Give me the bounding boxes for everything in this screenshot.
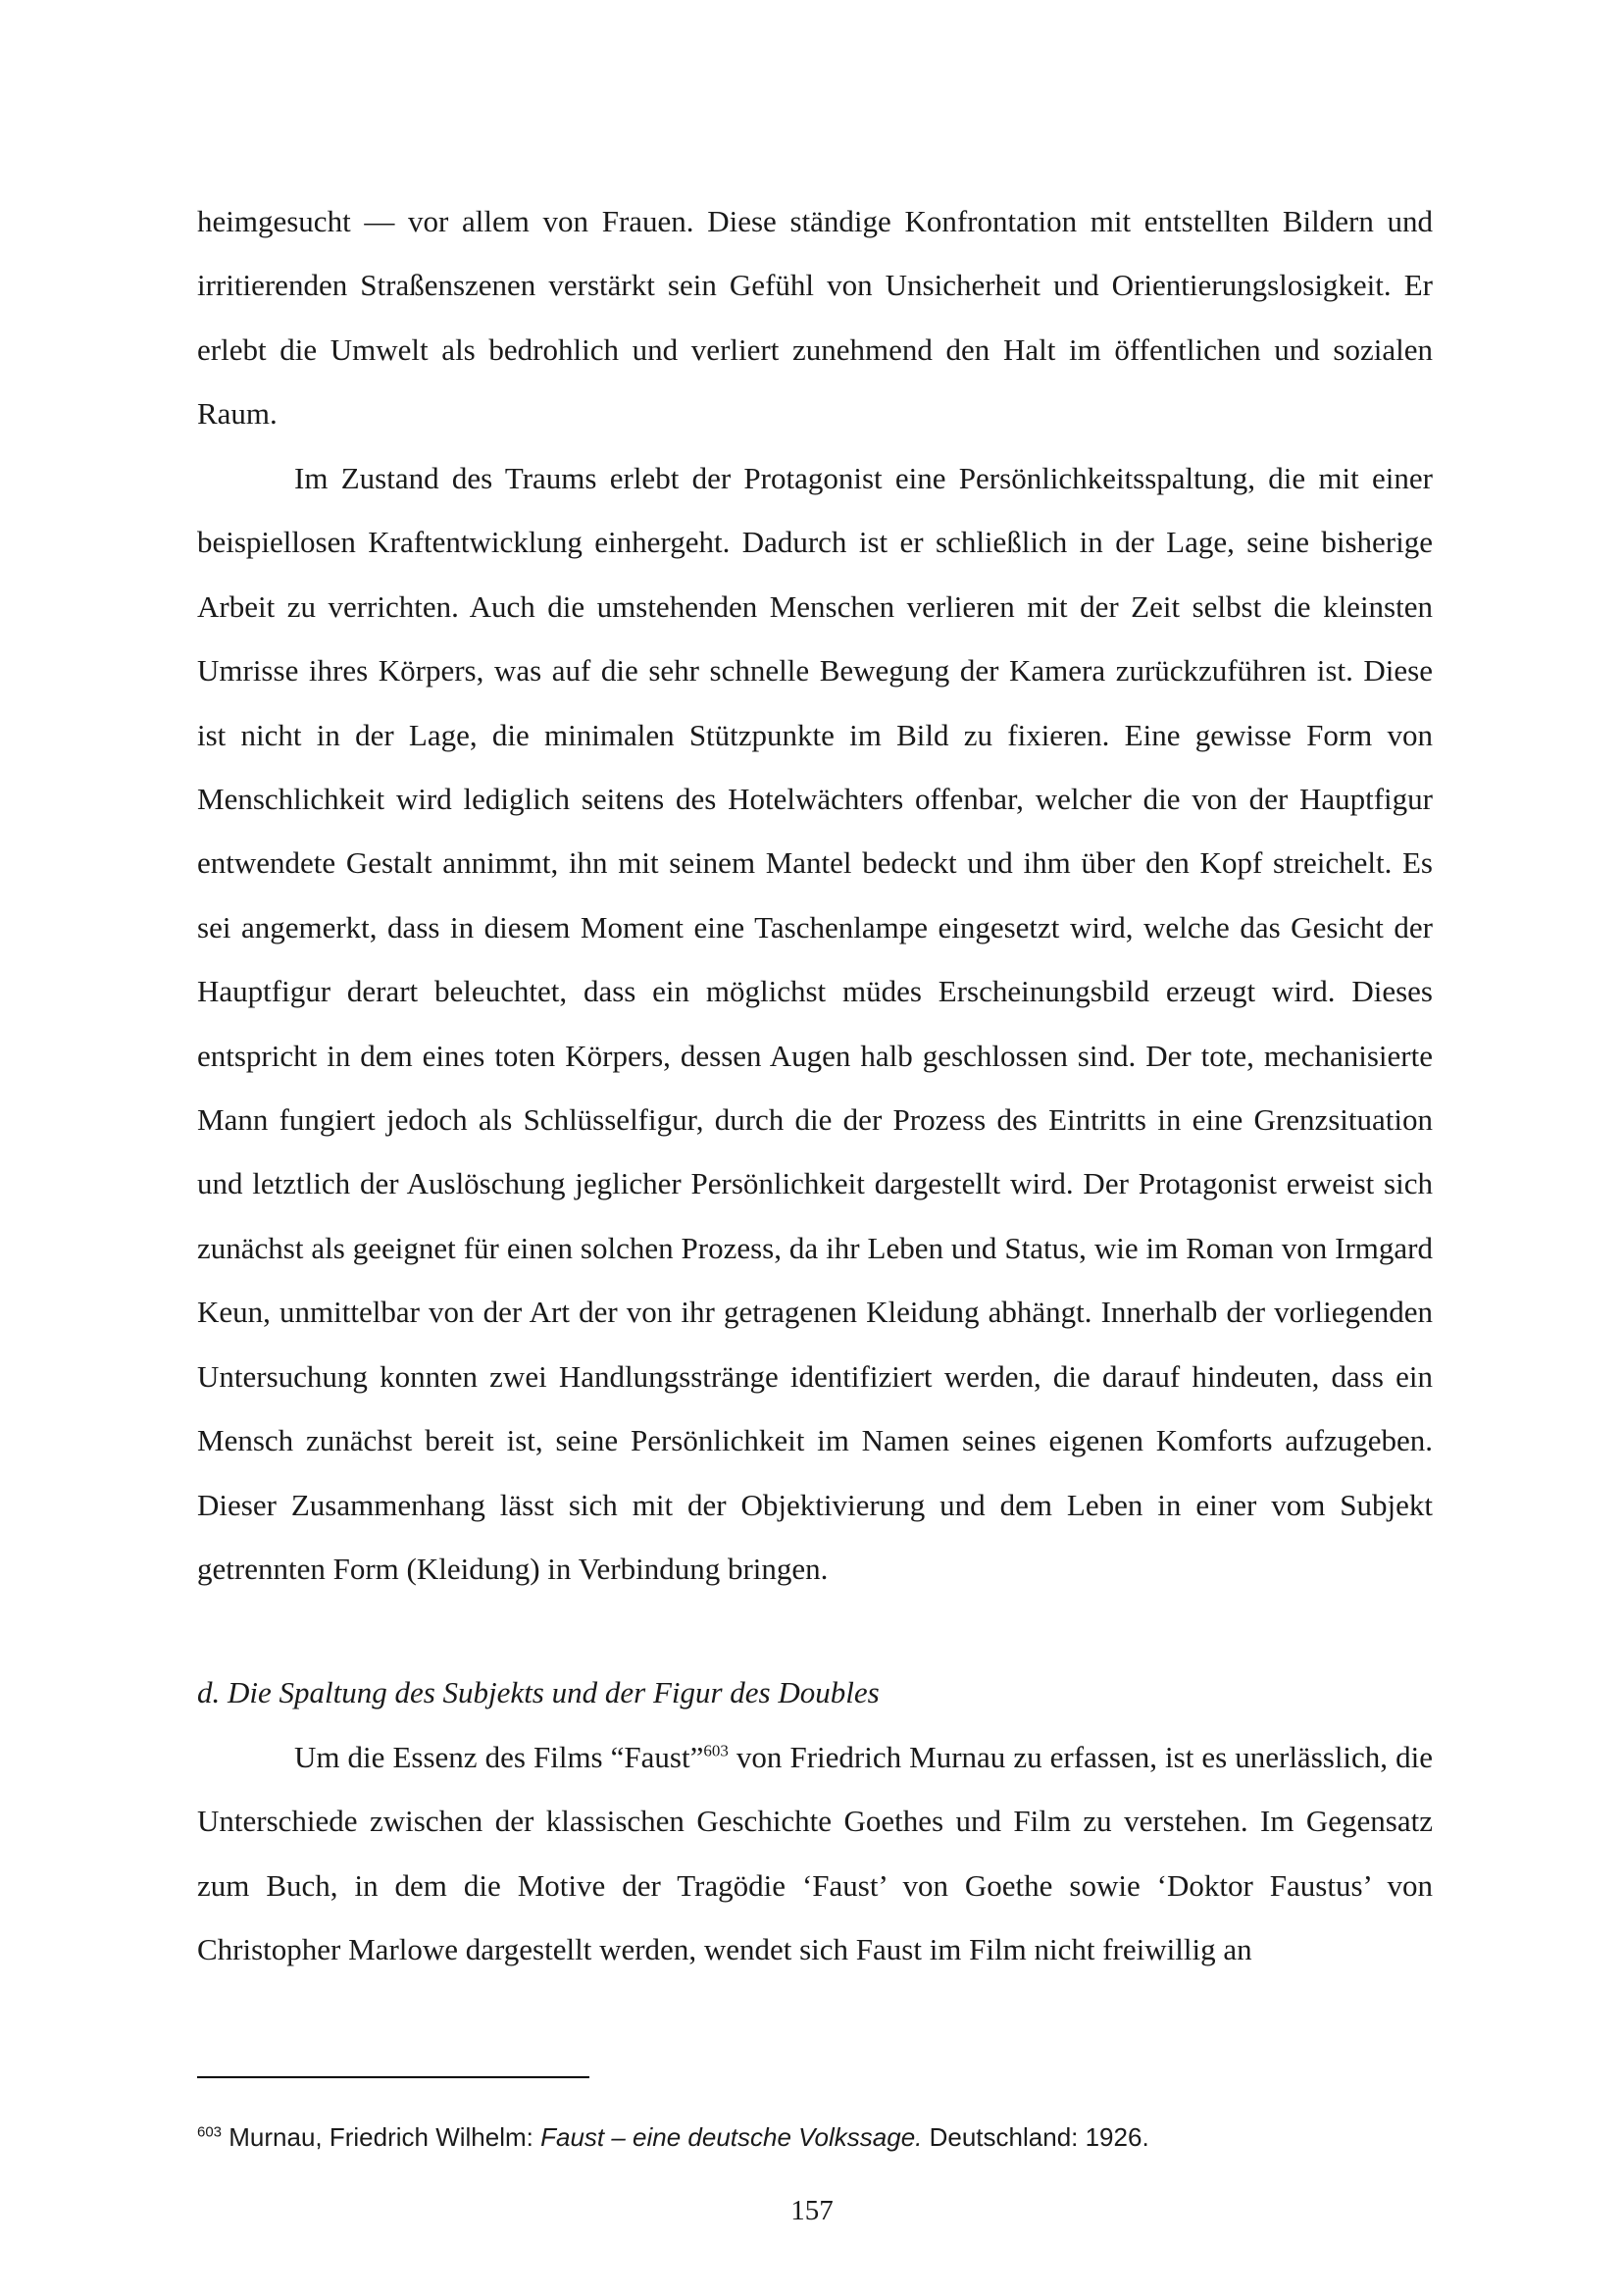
paragraph-2: Im Zustand des Traums erlebt der Protagonist eine Persönlichkeitsspaltung, die mit einer beispiellosen Kraftentwicklung einhergeht. Dadurch ist er schließlich in der Lage, seine bisherige Arbeit zu verrichten. Auch die umstehenden Menschen verlieren mit der Zeit selbst die kleinsten Umrisse ihres Körpers, was auf die sehr schnelle Bewegung der Kamera zurückzuführen ist. Diese ist nicht in der Lage, die minimalen Stützpunkte im Bild zu fixieren. Eine gewisse Form von Menschlichkeit wird lediglich seitens des Hotelwächters offenbar, welcher die von der Hauptfigur entwendete Gestalt annimmt, ihn mit seinem Mantel bedeckt und ihm über den Kopf streichelt. Es sei angemerkt, dass in diesem Moment eine Taschenlampe eingesetzt wird, welche das Gesicht der Hauptfigur derart beleuchtet, dass ein möglichst müdes Erscheinungsbild erzeugt wird. Dieses entspricht in dem eines toten Körpers, dessen Augen halb geschlossen sind. Der tote, mechanisierte Mann fungiert jedoch als Schlüsselfigur, durch die der Prozess des Eintritts in eine Grenzsituation und letztlich der Auslöschung jeglicher Persönlichkeit dargestellt wird. Der Protagonist erweist sich zunächst als geeignet für einen solchen Prozess, da ihr Leben und Status, wie im Roman von Irmgard Keun, unmittelbar von der Art der von ihr getragenen Kleidung abhängt. Innerhalb der vorliegenden Untersuchung konnten zwei Handlungsstränge identifiziert werden, die darauf hindeuten, dass ein Mensch zunächst bereit ist, seine Persönlichkeit im Namen seines eigenen Komforts aufzugeben. Dieser Zusammenhang lässt sich mit der Objektivierung und dem Leben in einer vom Subjekt getrennten Form (Kleidung) in Verbindung bringen. xyxy=(197,461,1433,1586)
paragraph-3-text-before-ref: Um die Essenz des Films “Faust” xyxy=(294,1740,704,1774)
footnote xyxy=(197,2121,1433,2153)
footnote-number: 603 xyxy=(197,2123,223,2141)
footnote-reference[interactable]: 603 xyxy=(703,1741,729,1760)
paragraph-3 xyxy=(197,1725,1433,1982)
page-number: 157 xyxy=(790,2195,834,2226)
section-heading: d. Die Spaltung des Subjekts und der Figur des Doubles xyxy=(197,1675,880,1709)
footnote-separator xyxy=(197,2076,589,2078)
paragraph-1: heimgesucht — vor allem von Frauen. Diese ständige Konfrontation mit entstellten Bildern und irritierenden Straßenszenen verstärkt sein Gefühl von Unsicherheit und Orientierungslosigkeit. Er erlebt die Umwelt als bedrohlich und verliert zunehmend den Halt im öffentlichen und sozialen Raum. xyxy=(197,204,1433,432)
footnote-rest: Deutschland: 1926. xyxy=(922,2122,1149,2152)
paragraph-3-text-after-ref: von Friedrich Murnau zu erfassen, ist es unerlässlich, die Unterschiede zwischen der klassischen Geschichte Goethes und Film zu verstehen. Im Gegensatz zum Buch, in dem die Motive der Tragödie ‘Faust’ von Goethe sowie ‘Doktor Faustus’ von Christopher Marlowe dargestellt werden, wendet sich Faust im Film nicht freiwillig an xyxy=(197,1740,1433,1967)
footnote-author: Murnau, Friedrich Wilhelm: xyxy=(222,2122,541,2152)
footnote-title: Faust – eine deutsche Volkssage. xyxy=(540,2122,923,2152)
